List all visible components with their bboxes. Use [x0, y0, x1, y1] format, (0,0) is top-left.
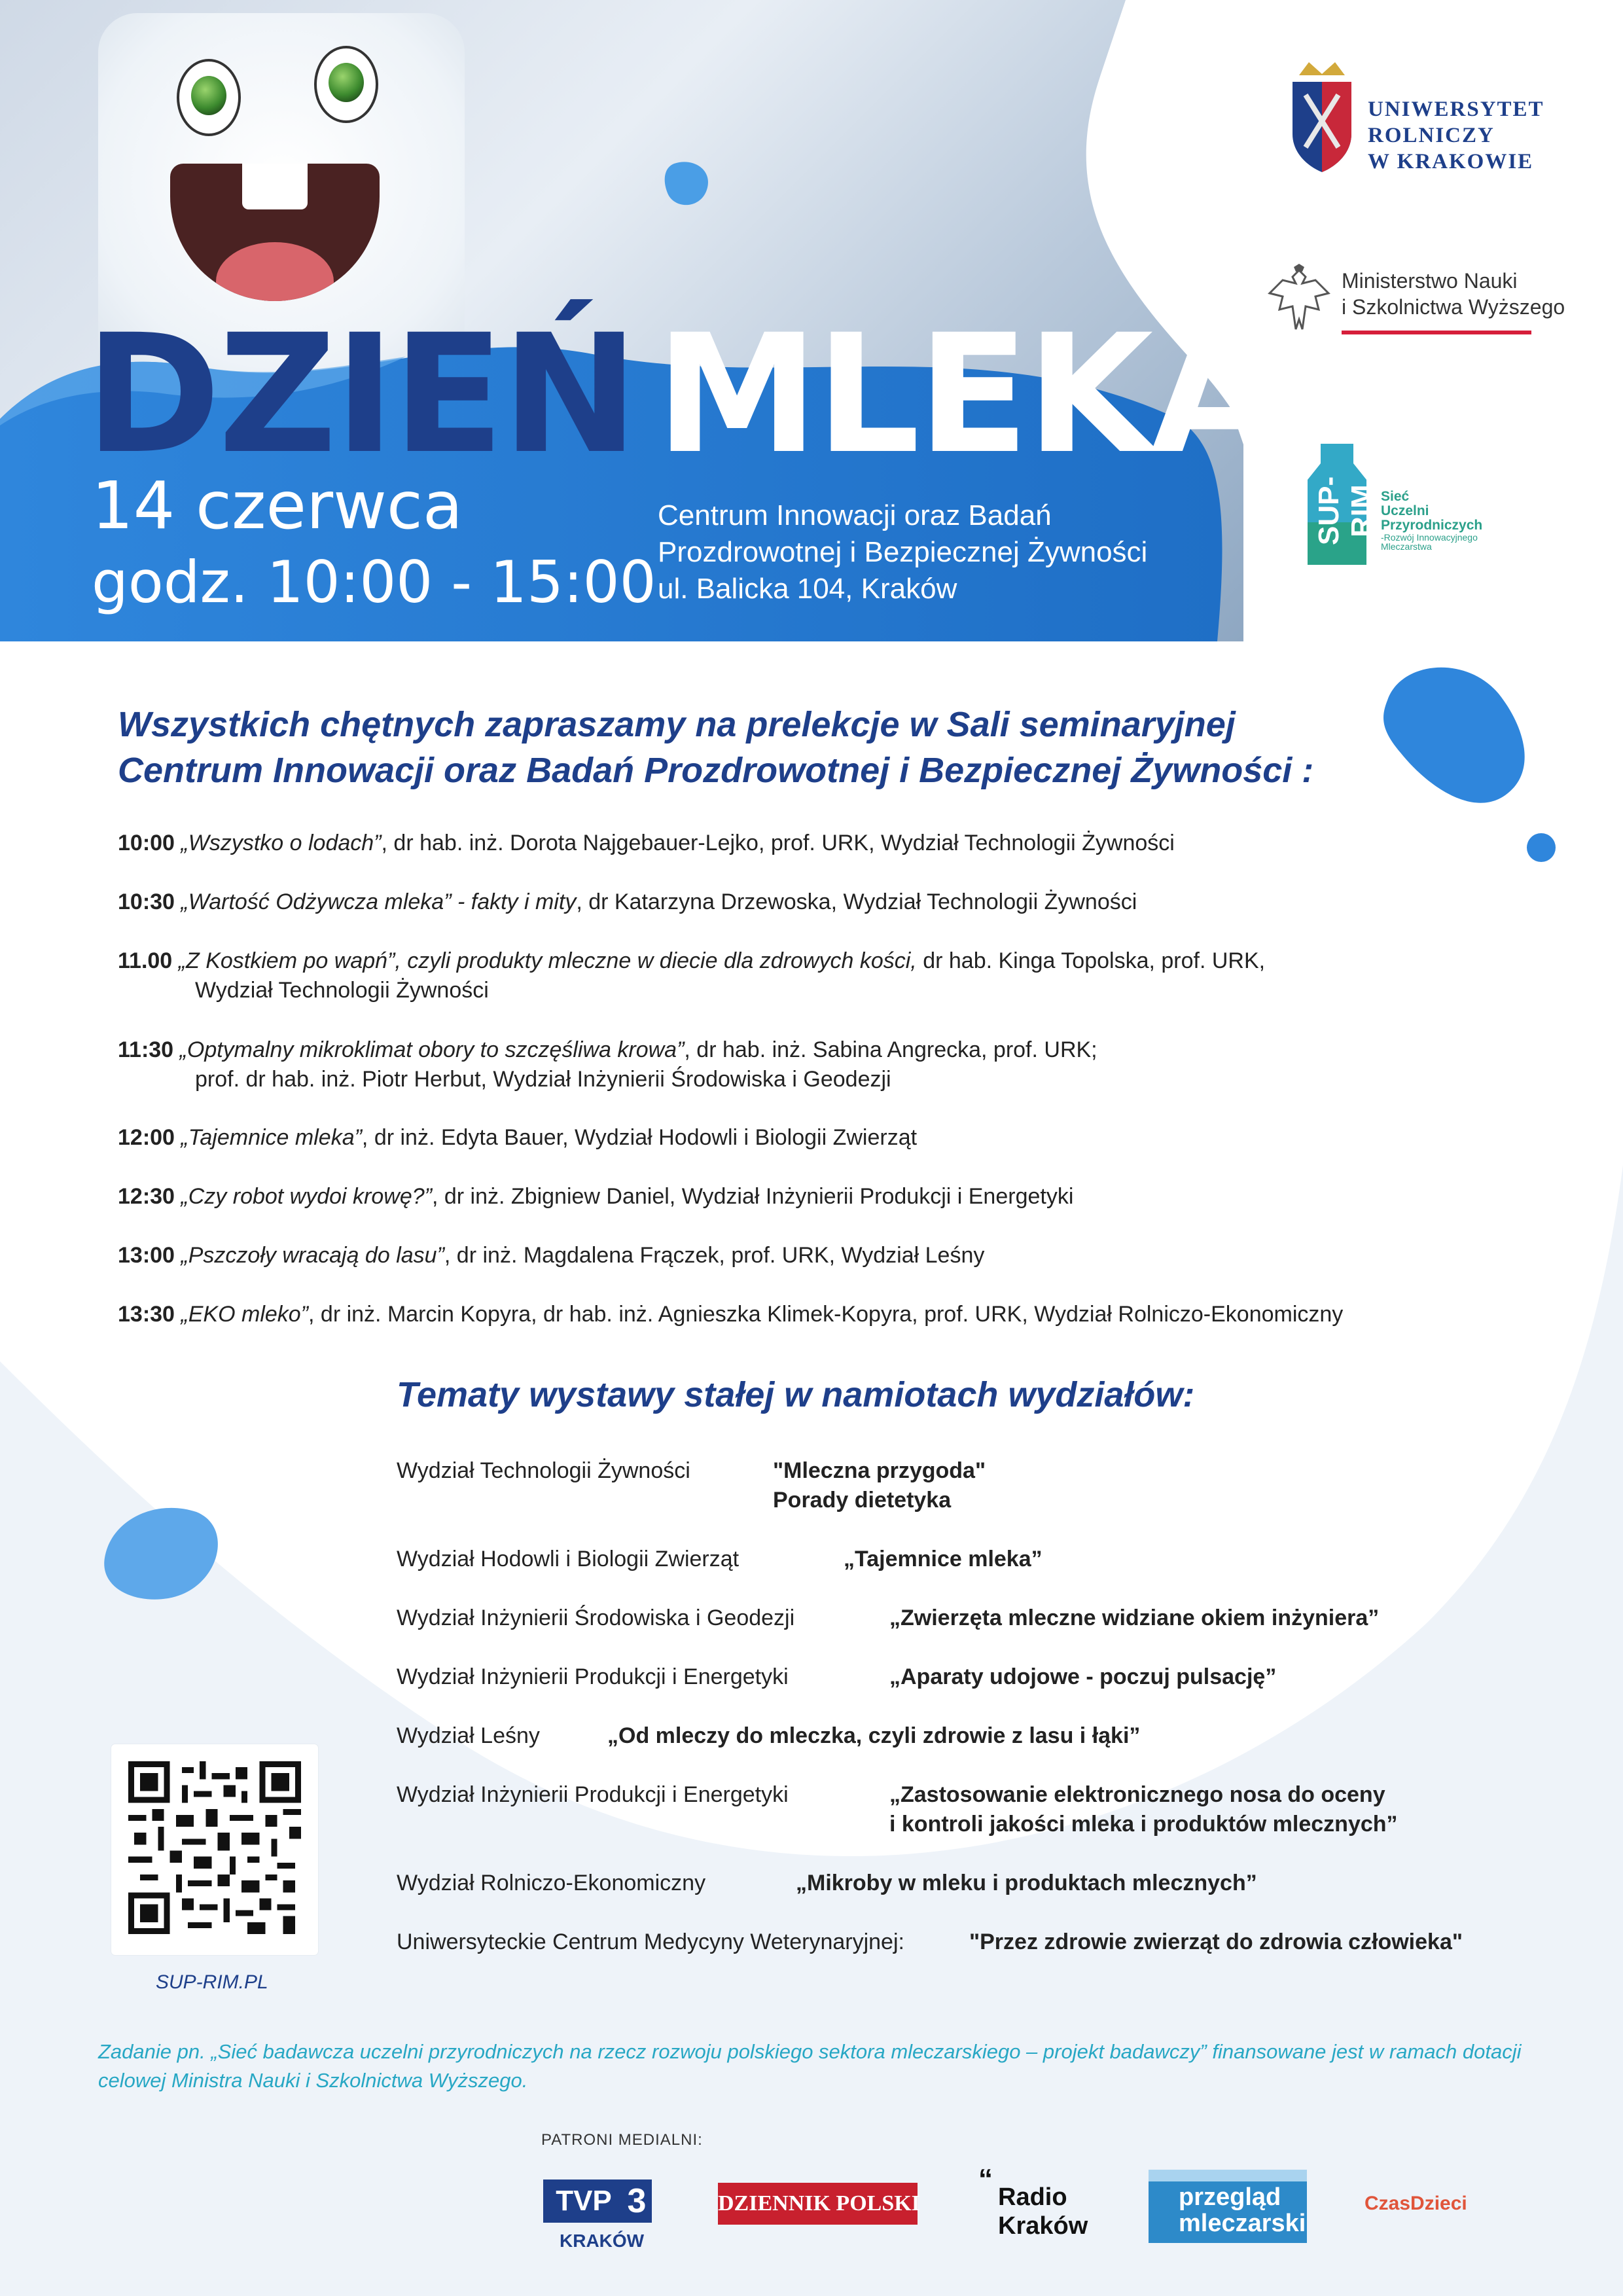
radio-krakow-logo: “ Radio Kraków — [978, 2163, 1088, 2240]
event-venue — [658, 497, 1147, 607]
czas-dzieci-logo: CzasDzieci — [1364, 2193, 1467, 2214]
header-banner — [0, 0, 1623, 641]
title-dzien: DZIEŃ — [85, 299, 636, 490]
mnisw-flag-bar — [1342, 331, 1531, 334]
qr-code-icon — [128, 1761, 301, 1934]
sup-rim-logo — [1301, 444, 1524, 568]
schedule-row: 11:30 „Optymalny mikroklimat obory to szczęśliwa krowa”, dr hab. inż. Sabina Angrecka, prof. URK; prof. dr hab. inż. Piotr Herbut, Wydział Inżynierii Środowiska i Geodezji — [118, 1037, 1097, 1092]
patrons-label: PATRONI MEDIALNI: — [541, 2131, 703, 2149]
qr-label: SUP-RIM.PL — [156, 1971, 268, 1993]
venue-line: ul. Balicka 104, Kraków — [658, 573, 957, 605]
urk-crest-icon — [1286, 62, 1358, 173]
sup-rim-text: Sieć Uczelni Przyrodniczych -Rozwój Innowacyjnego Mleczarstwa — [1381, 489, 1483, 552]
schedule-row: 12:00 „Tajemnice mleka”, dr inż. Edyta Bauer, Wydział Hodowli i Biologii Zwierząt — [118, 1125, 918, 1150]
mnisw-logo — [1266, 259, 1580, 344]
tvp3-krakow-logo: TVP 3 KRAKÓW — [543, 2179, 654, 2255]
invite-heading: Wszystkich chętnych zapraszamy na prelekcje w Sali seminaryjnej Centrum Innowacji oraz Badań Prozdrowotnej i Bezpiecznej Żywności : — [118, 705, 1314, 790]
title-mleka: MLEKA — [655, 299, 1275, 490]
event-date: 14 czerwca — [92, 467, 463, 544]
schedule-row: 13:00 „Pszczoły wracają do lasu”, dr inż. Magdalena Frączek, prof. URK, Wydział Leśny — [118, 1243, 985, 1268]
venue-line: Centrum Innowacji oraz Badań — [658, 499, 1052, 531]
dziennik-polski-logo: DZIENNIK POLSKI — [718, 2183, 918, 2225]
exhibition-heading: Tematy wystawy stałej w namiotach wydziałów: — [397, 1375, 1195, 1414]
event-title — [85, 299, 1275, 490]
przeglad-mleczarski-logo: przegląd mleczarski — [1149, 2170, 1307, 2243]
schedule-row: 11.00 „Z Kostkiem po wapń”, czyli produkty mleczne w diecie dla zdrowych kości, dr hab. Kinga Topolska, prof. URK, Wydział Technologii Żywności — [118, 948, 1266, 1003]
decor-blob — [1374, 655, 1623, 864]
urk-text: UNIWERSYTET ROLNICZY W KRAKOWIE — [1368, 98, 1544, 173]
mnisw-text: Ministerstwo Nauki i Szkolnictwa Wyższego — [1342, 269, 1565, 319]
schedule-row: 12:30 „Czy robot wydoi krowę?”, dr inż. Zbigniew Daniel, Wydział Inżynierii Produkcji i Energetyki — [118, 1184, 1074, 1209]
decor-blob-small — [98, 1499, 229, 1610]
urk-logo — [1286, 62, 1561, 180]
funding-note: Zadanie pn. „Sieć badawcza uczelni przyrodniczych na rzecz rozwoju polskiego sektora mleczarskiego – projekt badawczy” finansowane jest w ramach dotacji celowej Ministra Nauki i Szkolnictwa Wyższego. — [98, 2040, 1522, 2092]
event-hours: godz. 10:00 - 15:00 — [92, 548, 656, 616]
venue-line: Prozdrowotnej i Bezpiecznej Żywności — [658, 536, 1148, 568]
sup-rim-mark: SUP-RIM — [1313, 476, 1378, 546]
schedule-row: 10:30 „Wartość Odżywcza mleka” - fakty i mity, dr Katarzyna Drzewoska, Wydział Technologii Żywności — [118, 889, 1137, 914]
schedule-row: 10:00 „Wszystko o lodach”, dr hab. inż. Dorota Najgebauer-Lejko, prof. URK, Wydział Technologii Żywności — [118, 831, 1175, 855]
qr-code[interactable] — [111, 1744, 318, 1955]
eagle-icon — [1266, 264, 1332, 336]
schedule-row: 13:30 „EKO mleko”, dr inż. Marcin Kopyra, dr hab. inż. Agnieszka Klimek-Kopyra, prof. URK, Wydział Rolniczo-Ekonomiczny — [118, 1302, 1344, 1327]
